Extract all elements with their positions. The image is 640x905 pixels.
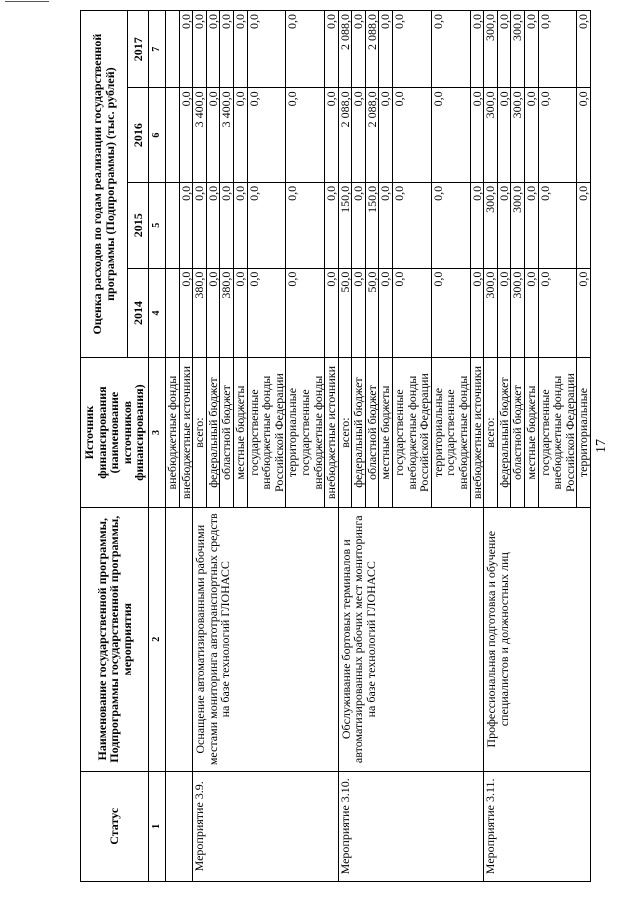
table-body: [165, 11, 590, 882]
value-cell: 0,0: [379, 182, 393, 268]
value-cell: 0,0: [206, 88, 220, 182]
value-cell: 0,0: [179, 88, 193, 182]
value-cell: 0,0: [233, 11, 247, 88]
source-cell: государственные внебюджетные фонды Российской Федерации: [393, 358, 432, 508]
value-cell: [165, 88, 179, 182]
value-cell: 0,0: [325, 11, 339, 88]
value-cell: 0,0: [525, 88, 539, 182]
value-cell: 0,0: [220, 182, 234, 268]
value-cell: 0,0: [233, 88, 247, 182]
value-cell: 0,0: [352, 268, 366, 358]
value-cell: 0,0: [352, 88, 366, 182]
value-cell: 0,0: [470, 88, 484, 182]
value-cell: 50,0: [338, 268, 352, 358]
value-cell: 0,0: [193, 11, 207, 88]
source-cell: областной бюджет: [365, 358, 379, 508]
header-status: Статус: [81, 771, 149, 881]
value-cell: 0,0: [179, 268, 193, 358]
value-cell: 0,0: [431, 11, 470, 88]
value-cell: 50,0: [365, 268, 379, 358]
source-cell: территориальные: [577, 358, 591, 508]
column-number: 4: [148, 268, 165, 358]
value-cell: 0,0: [577, 182, 591, 268]
value-cell: 0,0: [179, 182, 193, 268]
value-cell: 0,0: [393, 11, 432, 88]
budget-table: [80, 10, 591, 882]
value-cell: 0,0: [431, 268, 470, 358]
source-cell: федеральный бюджет: [497, 358, 511, 508]
value-cell: 300,0: [511, 88, 525, 182]
source-cell: всего:: [484, 358, 498, 508]
value-cell: 150,0: [365, 182, 379, 268]
value-cell: 300,0: [511, 11, 525, 88]
value-cell: 0,0: [233, 268, 247, 358]
value-cell: 300,0: [511, 268, 525, 358]
source-cell: территориальные государственные внебюджетные фонды: [431, 358, 470, 508]
column-number: 1: [148, 771, 165, 881]
status-cell-empty: [165, 771, 192, 881]
value-cell: 0,0: [220, 11, 234, 88]
value-cell: 0,0: [470, 182, 484, 268]
measure-status: Мероприятие 3.11.: [484, 771, 591, 881]
source-cell: внебюджетные источники: [179, 358, 193, 508]
table-row: [338, 11, 352, 882]
header-year: 2017: [128, 11, 149, 88]
value-cell: 0,0: [179, 11, 193, 88]
measure-name: Обслуживание бортовых терминалов и автоматизированных рабочих мест мониторинга на базе технологий ГЛОНАСС: [338, 507, 484, 771]
value-cell: 300,0: [484, 182, 498, 268]
value-cell: 0,0: [470, 268, 484, 358]
value-cell: 300,0: [511, 182, 525, 268]
value-cell: 0,0: [525, 182, 539, 268]
source-cell: местные бюджеты: [233, 358, 247, 508]
value-cell: 0,0: [393, 182, 432, 268]
column-number: 6: [148, 88, 165, 182]
value-cell: 0,0: [525, 268, 539, 358]
value-cell: 380,0: [193, 268, 207, 358]
header-year: 2016: [128, 88, 149, 182]
value-cell: 0,0: [286, 268, 325, 358]
value-cell: 3 400,0: [193, 88, 207, 182]
source-cell: внебюджетные источники: [470, 358, 484, 508]
table-row: [165, 11, 179, 882]
measure-name: Профессиональная подготовка и обучение специалистов и должностных лиц: [484, 507, 591, 771]
value-cell: 380,0: [220, 268, 234, 358]
value-cell: 0,0: [193, 182, 207, 268]
value-cell: 300,0: [484, 11, 498, 88]
value-cell: 150,0: [338, 182, 352, 268]
value-cell: 2 088,0: [338, 11, 352, 88]
source-cell: внебюджетные источники: [325, 358, 339, 508]
value-cell: 0,0: [206, 11, 220, 88]
value-cell: 0,0: [352, 11, 366, 88]
source-cell: всего:: [338, 358, 352, 508]
page-number: 17: [594, 439, 609, 453]
name-cell-empty: [165, 507, 192, 771]
table-row: [193, 11, 207, 882]
value-cell: 2 088,0: [365, 88, 379, 182]
value-cell: 0,0: [206, 182, 220, 268]
value-cell: 0,0: [379, 11, 393, 88]
value-cell: 0,0: [325, 88, 339, 182]
value-cell: 0,0: [379, 88, 393, 182]
value-cell: 300,0: [484, 88, 498, 182]
value-cell: 2 088,0: [338, 88, 352, 182]
column-number: 3: [148, 358, 165, 508]
value-cell: 0,0: [393, 88, 432, 182]
source-cell: федеральный бюджет: [206, 358, 220, 508]
value-cell: 2 088,0: [365, 11, 379, 88]
source-cell: областной бюджет: [220, 358, 234, 508]
header-estimate: Оценка расходов по годам реализации государственной программы (Подпрограммы) (тыс. рублей): [81, 11, 128, 358]
value-cell: 0,0: [538, 268, 577, 358]
value-cell: 0,0: [325, 268, 339, 358]
value-cell: 0,0: [393, 268, 432, 358]
value-cell: 3 400,0: [220, 88, 234, 182]
value-cell: 0,0: [247, 182, 286, 268]
column-number: 5: [148, 182, 165, 268]
value-cell: [165, 182, 179, 268]
value-cell: 0,0: [497, 268, 511, 358]
value-cell: 0,0: [247, 88, 286, 182]
value-cell: 0,0: [247, 268, 286, 358]
source-cell: внебюджетные фонды: [165, 358, 179, 508]
header-source: Источник финансирования (наименование источников финансирования): [81, 358, 149, 508]
value-cell: 0,0: [577, 88, 591, 182]
value-cell: 0,0: [497, 88, 511, 182]
value-cell: 0,0: [379, 268, 393, 358]
value-cell: [165, 11, 179, 88]
header-year: 2015: [128, 182, 149, 268]
value-cell: 0,0: [470, 11, 484, 88]
value-cell: 0,0: [325, 182, 339, 268]
value-cell: 0,0: [286, 88, 325, 182]
value-cell: 0,0: [525, 11, 539, 88]
source-cell: федеральный бюджет: [352, 358, 366, 508]
value-cell: 0,0: [286, 11, 325, 88]
value-cell: 0,0: [497, 11, 511, 88]
value-cell: 0,0: [538, 182, 577, 268]
value-cell: 300,0: [484, 268, 498, 358]
source-cell: государственные внебюджетные фонды Российской Федерации: [538, 358, 577, 508]
source-cell: территориальные государственные внебюджетные фонды: [286, 358, 325, 508]
measure-name: Оснащение автоматизированными рабочими местами мониторинга автотранспортных средств на базе технологий ГЛОНАСС: [193, 507, 339, 771]
value-cell: 0,0: [538, 88, 577, 182]
value-cell: 0,0: [206, 268, 220, 358]
source-cell: местные бюджеты: [379, 358, 393, 508]
value-cell: 0,0: [286, 182, 325, 268]
measure-status: Мероприятие 3.9.: [193, 771, 339, 881]
value-cell: 0,0: [247, 11, 286, 88]
value-cell: 0,0: [431, 88, 470, 182]
header-name: Наименование государственной программы, Подпрограммы государственной программы, мероприятия: [81, 507, 149, 771]
value-cell: 0,0: [352, 182, 366, 268]
value-cell: 0,0: [538, 11, 577, 88]
value-cell: 0,0: [577, 11, 591, 88]
header-year: 2014: [128, 268, 149, 358]
value-cell: 0,0: [431, 182, 470, 268]
measure-status: Мероприятие 3.10.: [338, 771, 484, 881]
value-cell: 0,0: [577, 268, 591, 358]
top-rule: [5, 1, 49, 2]
source-cell: областной бюджет: [511, 358, 525, 508]
rotated-sheet: [80, 10, 630, 882]
source-cell: всего:: [193, 358, 207, 508]
source-cell: государственные внебюджетные фонды Российской Федерации: [247, 358, 286, 508]
value-cell: 0,0: [497, 182, 511, 268]
source-cell: местные бюджеты: [525, 358, 539, 508]
table-row: [484, 11, 498, 882]
column-number: 2: [148, 507, 165, 771]
value-cell: 0,0: [233, 182, 247, 268]
value-cell: [165, 268, 179, 358]
column-number: 7: [148, 11, 165, 88]
